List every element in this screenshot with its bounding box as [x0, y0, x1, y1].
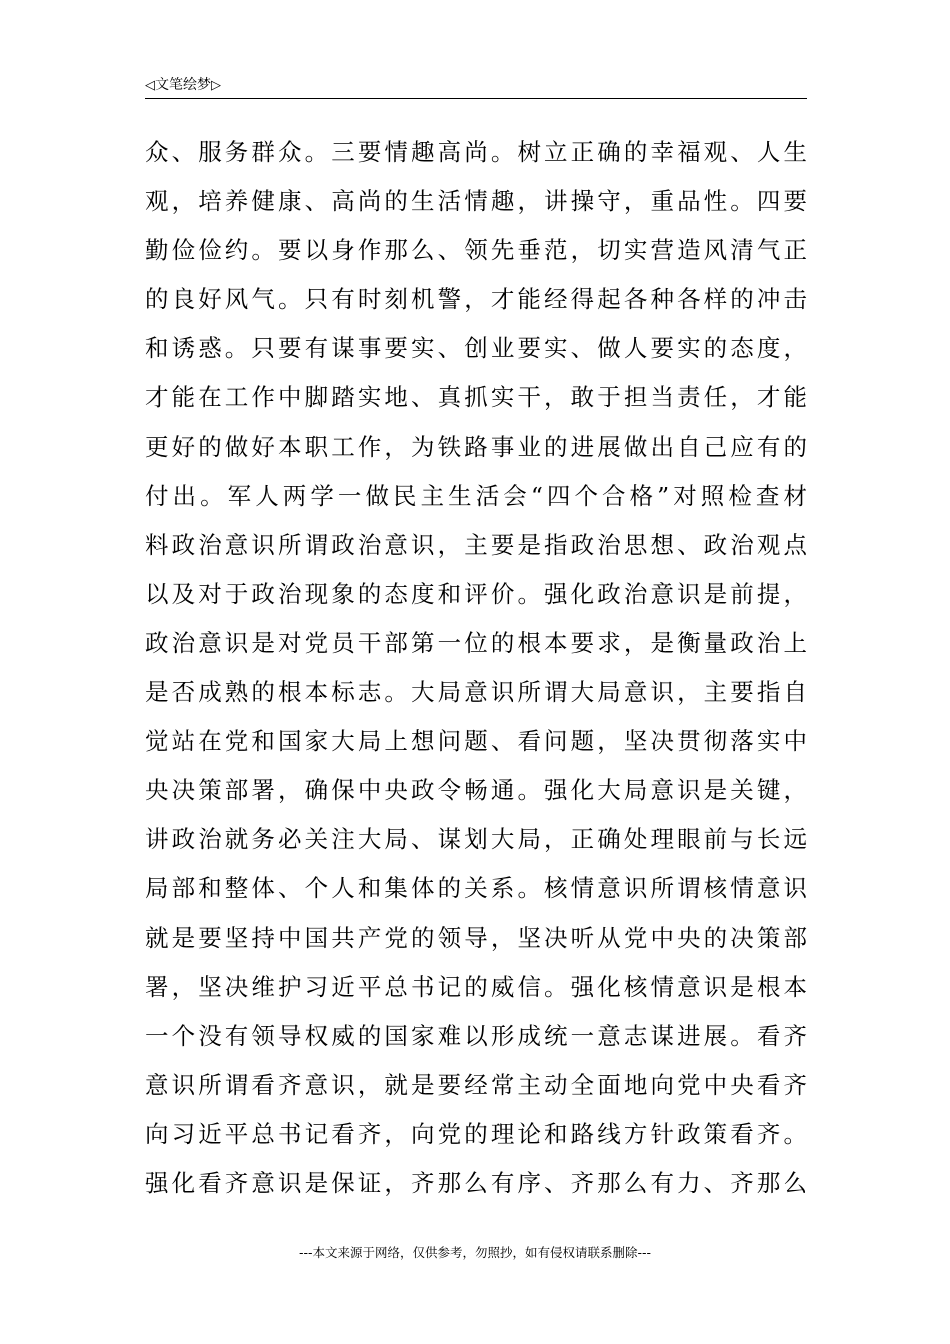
text-line: 以及对于政治现象的态度和评价。强化政治意识是前提，: [145, 579, 807, 608]
text-line: 的良好风气。只有时刻机警，才能经得起各种各样的冲击: [145, 285, 807, 314]
text-line: 更好的做好本职工作，为铁路事业的进展做出自己应有的: [145, 432, 807, 461]
text-line: 局部和整体、个人和集体的关系。核情意识所谓核情意识: [145, 874, 807, 903]
text-line: 就是要坚持中国共产党的领导，坚决听从党中央的决策部: [145, 923, 807, 952]
text-line: 勤俭俭约。要以身作那么、领先垂范，切实营造风清气正: [145, 236, 807, 265]
text-line: 强化看齐意识是保证，齐那么有序、齐那么有力、齐那么: [145, 1168, 807, 1197]
text-line: 向习近平总书记看齐，向党的理论和路线方针政策看齐。: [145, 1119, 807, 1148]
header-title-text: 文笔绘梦: [155, 77, 211, 93]
right-triangle-icon: ▷: [211, 78, 221, 93]
text-line: 一个没有领导权威的国家难以形成统一意志谋进展。看齐: [145, 1021, 807, 1050]
footer-notice: ---本文来源于网络，仅供参考，勿照抄，如有侵权请联系删除---: [298, 1245, 652, 1260]
left-triangle-icon: ◁: [145, 78, 155, 93]
text-line: 意识所谓看齐意识，就是要经常主动全面地向党中央看齐: [145, 1070, 807, 1099]
text-line: 才能在工作中脚踏实地、真抓实干，敢于担当责任，才能: [145, 383, 807, 412]
text-line: 觉站在党和国家大局上想问题、看问题，坚决贯彻落实中: [145, 727, 807, 756]
text-line: 央决策部署，确保中央政令畅通。强化大局意识是关键，: [145, 776, 807, 805]
text-line: 料政治意识所谓政治意识，主要是指政治思想、政治观点: [145, 530, 807, 559]
text-line: 众、服务群众。三要情趣高尚。树立正确的幸福观、人生: [145, 138, 807, 166]
text-line: 是否成熟的根本标志。大局意识所谓大局意识，主要指自: [145, 678, 807, 707]
document-body: [145, 128, 807, 1208]
text-line: 讲政治就务必关注大局、谋划大局，正确处理眼前与长远: [145, 825, 807, 854]
header-title: [145, 77, 221, 94]
text-line: 和诱惑。只要有谋事要实、创业要实、做人要实的态度，: [145, 334, 807, 363]
text-line: 署，坚决维护习近平总书记的威信。强化核情意识是根本: [145, 972, 807, 1001]
text-line: 政治意识是对党员干部第一位的根本要求，是衡量政治上: [145, 628, 807, 657]
page-header: [145, 74, 807, 99]
text-line: 付出。军人两学一做民主生活会“四个合格”对照检查材: [145, 481, 807, 510]
text-line: 观，培养健康、高尚的生活情趣，讲操守，重品性。四要: [145, 187, 807, 216]
